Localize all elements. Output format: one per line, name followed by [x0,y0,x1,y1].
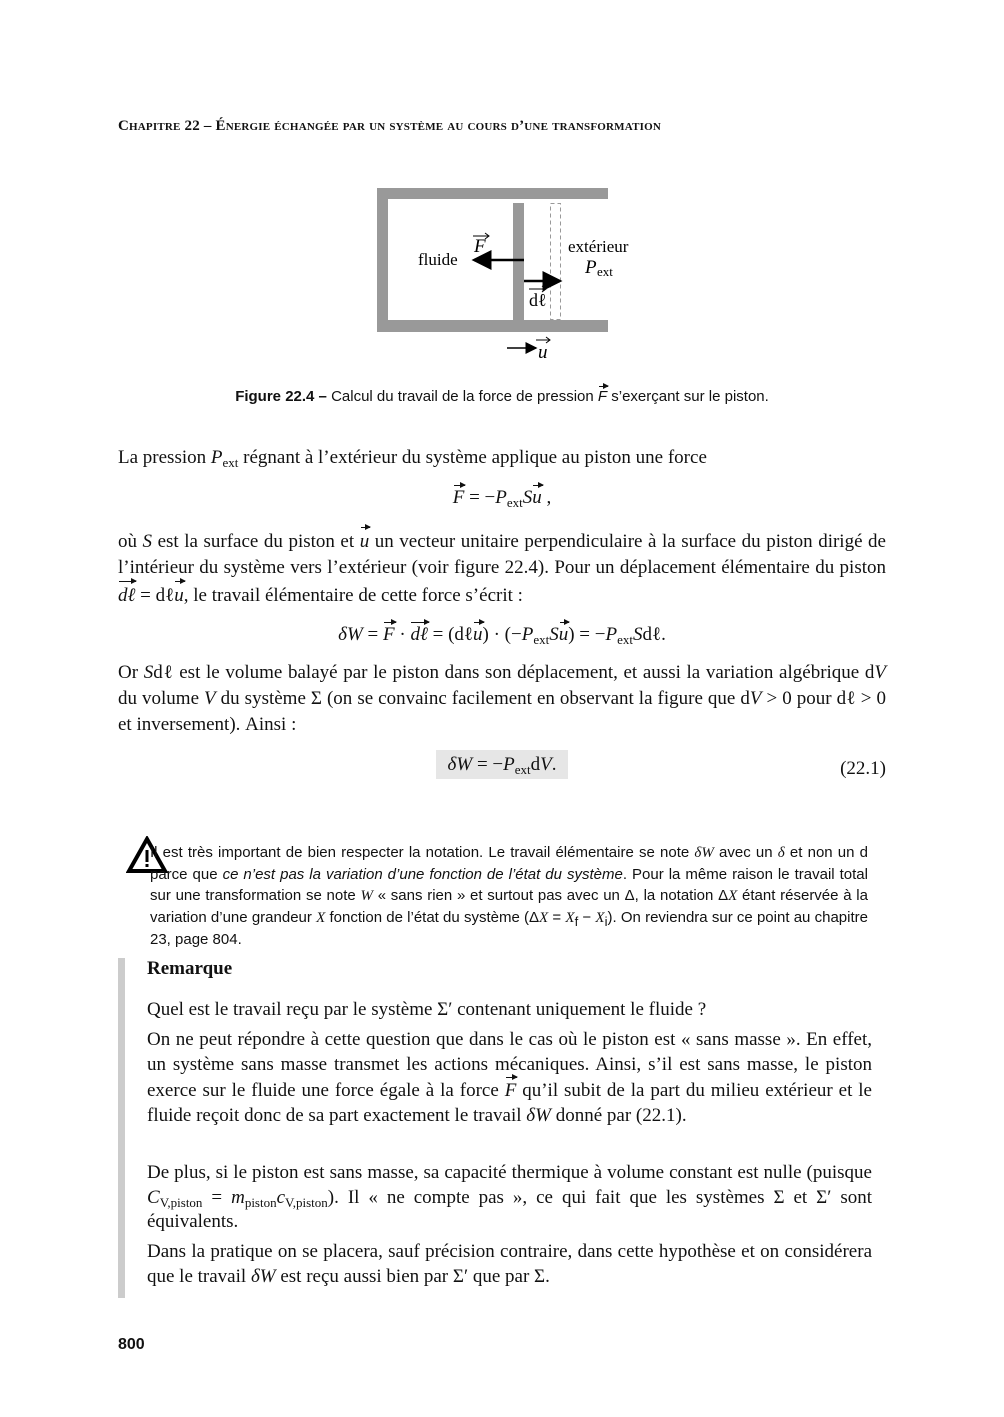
math-subscript: f [574,914,579,929]
math-symbol: P [521,624,534,645]
math-symbol: X [728,888,738,904]
math-subscript: ext [617,632,633,647]
piston [513,203,524,320]
cylinder-left-wall [377,188,388,332]
math-vector: dℓ [118,581,135,609]
dl-label: dℓ [529,290,547,310]
remark-paragraph: On ne peut répondre à cette question que dans le cas où le piston est « sans masse ». En effet, un système sans masse transmet les actions mécaniques. Ainsi, s’il est sans masse, le piston exerce sur le fluide une force égale à la force F qu’il subit de la part du milieu extérieur et le fluide reçoit donc de sa part exactement le travail δW donné par (22.1). [147,1029,872,1126]
math-symbol: S [633,624,643,645]
page-number: 800 [118,1336,145,1353]
figure-caption [0,386,1004,405]
pressure-label: P [585,257,597,278]
fluid-label: fluide [418,250,458,269]
math-symbol: C [147,1186,160,1208]
math-symbol: X [539,910,549,926]
math-symbol: S [143,662,154,683]
math-subscript: ext [506,495,523,510]
math-subscript: ext [533,632,550,647]
math-symbol: W [360,888,373,904]
remark-paragraph: De plus, si le piston est sans masse, sa capacité thermique à volume constant est nulle (puisque $C_{V,piston} = m_{piston}c_{V,piston}$). Il « ne compte pas », ce qui fait que les systèmes Σ et Σ′ sont équivalents. [147,1162,872,1232]
emphasis: ce n’est pas la variation d’une fonction de l’état du système [222,866,623,883]
math-vector: u [473,624,483,645]
math-subscript: V,piston [159,1194,203,1210]
paragraph-1: La pression $P_{ext}$ régnant à l’extérieur du système applique au piston une force [118,447,707,470]
math-symbol: δW [250,1265,276,1287]
piston-figure [0,0,1004,380]
math-symbol: P [605,624,618,645]
remark-paragraph: Dans la pratique on se placera, sauf précision contraire, dans cette hypothèse et on considérera que le travail δW est reçu aussi bien par Σ′ que par Σ. [147,1241,872,1287]
math-subscript: ext [222,455,239,470]
math-symbol: S [522,487,533,508]
math-symbol: δ [777,845,785,861]
math-symbol: P [210,447,223,468]
warning-text: Il est très important de bien respecter la notation. Le travail élémentaire se note δW avec un δ et non un d parce que ce n’est pas la variation d’une fonction de l’état du système. Pour la même raison le travail total sur une transformation se note W « sans rien » et surtout pas avec un Δ, la notation ΔX étant réservée à la variation d’une grandeur X fonction de l’état du système $(\Delta X = X_f - X_i)$. On reviendra sur ce point au chapitre 23, page 804. [150,844,869,948]
math-subscript: i [604,914,608,929]
math-symbol: δW [694,845,714,861]
caption-text: Calcul du travail de la force de pression F s’exerçant sur le piston. [326,388,769,405]
paragraph-3: Or Sdℓ est le volume balayé par le piston dans son déplacement, et aussi la variation algébrique dV du volume V du système Σ (on se convainc facilement en observant la figure que dV > 0 pour dℓ > 0 et inversement). Ainsi : [118,662,886,735]
math-subscript: V,piston [285,1194,328,1210]
piston-displaced-outline [551,204,561,320]
equation-number: (22.1) [840,758,886,779]
math-vector: F [452,487,465,508]
equation-force: $F = -P_{ext}Su$ , [452,487,552,510]
math-symbol: X [565,910,575,926]
math-vector: F [597,388,608,405]
math-vector: u [532,487,542,508]
math-vector: dℓ [410,624,428,645]
math-symbol: V [204,688,216,709]
math-symbol: S [549,624,559,645]
remark-box [118,958,893,1298]
exterior-label: extérieur [568,237,629,256]
math-symbol: X [316,910,326,926]
math-symbol: P [503,754,515,775]
math-symbol: δW [526,1104,551,1126]
boxed-equation: $\delta W = -P_{ext}dV$. [436,750,569,779]
math-vector: F [505,1077,517,1104]
force-label: F [474,236,486,257]
math-symbol: P [495,487,507,508]
math-symbol: V [540,754,552,775]
u-label: u [538,342,548,363]
math-symbol: S [142,531,153,552]
caption-label: Figure 22.4 – [235,388,327,405]
cylinder-top-wall [377,188,608,199]
math-vector: u [558,624,569,645]
math-symbol: V [749,688,762,709]
math-vector: u [174,581,184,609]
math-subscript: ext [514,762,531,777]
cylinder-bottom-wall [377,320,608,332]
remark-paragraph: Quel est le travail reçu par le système Σ′ contenant uniquement le fluide ? [147,999,707,1020]
math-symbol: δW [447,754,473,775]
math-symbol: m [231,1186,245,1208]
math-symbol: X [595,910,605,926]
paragraph-2: où S est la surface du piston et u un vecteur unitaire perpendiculaire à la surface du piston dirigé de l’intérieur du système vers l’extérieur (voir figure 22.4). Pour un déplacement élémentaire du piston dℓ = dℓu, le travail élémentaire de cette force s’écrit : [118,527,886,609]
math-symbol: δW [338,624,363,645]
chapter-header: Chapitre 22 – Énergie échangée par un système au cours d’une transformation [118,118,661,134]
math-symbol: V [874,662,886,683]
math-symbol: c [276,1186,286,1208]
equation-work: δW = F · dℓ = (dℓu) · $(-P_{ext}Su)$ = $-P_{ext}Sd\ell$. [338,624,666,647]
math-vector: F [383,624,395,645]
remark-title: Remarque [147,958,233,979]
pressure-sub: ext [597,264,613,279]
math-vector: u [360,527,370,555]
math-subscript: piston [244,1194,277,1210]
equation-22-1 [118,754,886,779]
